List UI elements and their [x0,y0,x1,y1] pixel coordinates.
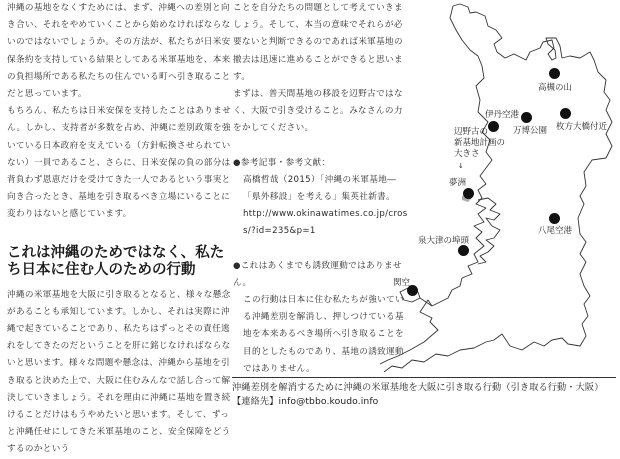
contact-email[interactable]: info@tbbo.koudo.info [278,396,379,407]
contact-line [232,395,616,409]
label-banpaku: 万博公園 [513,126,548,136]
marker-yao [549,213,560,224]
coastline [380,6,492,364]
marker-banpaku [521,112,532,123]
contact-label: 【連絡先】 [232,396,279,407]
label-itami: 伊丹空港 [485,110,520,120]
concerns-paragraph: 沖縄の米軍基地を大阪に引き取るとなると、様々な懸念があることも承知しています。しかし、それは実際に沖縄で起きていることであり、私たちはずっとその責任逃れをしてきたのだということを肝に銘じなければならないと思います。様々な問題や懸念は、沖縄から基地を引き取ると決めた上で、大阪に住むみんなで話し合って解決していきましょう。それを理由に沖縄に基地を置き続けることだけはもうやめたいと思います。そして、ずっと沖縄任せにしてきた米軍基地のこと、安全保障をどうするのかという [7,289,231,455]
reference-book: 高橋哲哉（2015）「沖縄の米軍基地―「県外移設」を考える」集英社新書。 [243,174,397,203]
section-heading: これは沖縄のためではなく、私たち日本に住む人のための行動 [7,244,225,278]
label-izumiotsu: 泉大津の埠頭 [418,236,470,246]
label-yumeshima: 夢洲 [449,178,467,188]
continuation-paragraph: ことを自分たちの問題として考えていきましょう。そして、本当の意味でそれらが必要ないと判断できるのであれば米軍基地の撤去は迅速に進めることができると思います。 [233,3,403,82]
call-to-action-paragraph: まずは、普天間基地の移設を辺野古ではなく、大阪で引き受けること。みなさんの力をかしてください。 [233,89,403,134]
label-yao: 八尾空港 [538,226,573,236]
label-hirakata: 枚方大橋付近 [556,122,608,132]
henoko-caption: 辺野古の 新基地計画の 大きさ [454,127,506,159]
prefecture-border [384,4,612,372]
marker-takatsuki [549,68,560,79]
organization-name: 沖縄差別を解消するために沖縄の米軍基地を大阪に引き取る行動（引き取る行動・大阪） [232,382,604,393]
label-takatsuki: 高槻の山 [538,83,573,93]
bridge-line [420,298,432,306]
marker-izumiotsu [458,245,469,256]
footer [232,377,616,409]
references-title: ●参考記事・参考文献： [233,157,331,168]
stance-paragraph: もちろん、私たちは日米安保を支持したことはありません。しかし、支持者が多数を占め、沖縄に差別政策を強いている日本政府を支えている（方針転換させられていない）一員であること、さらに、日米安保の負の部分は背負わず恩恵だけを受けてきた一人であるという事実と向き合ったとき、基地を引き取るべき立場にいることに変わりはないと感じています。 [7,106,232,220]
marker-yumeshima [463,188,474,199]
arrow-down-icon: ↓ [458,162,464,170]
intro-paragraph: 沖縄の基地をなくすためには、まず、沖縄への差別と向き合い、それをやめていくことから始めなければならないのではないでしょうか。その方法が、私たちが日米安保条約を支持している結果としてある米軍基地を、本来の負担場所である私たちの住んでいる町へ引き取ることだと思っています。 [7,3,231,100]
marker-hirakata [560,108,571,119]
label-kanku: 関空 [393,278,411,288]
reference-link[interactable]: http://www.okinawatimes.co.jp/cross/?id=235&p=1 [243,209,408,237]
notice-title: ●これはあくまでも誘致運動ではありません。 [233,260,402,288]
notice-body: この行動は日本に住む私たちが強いている沖縄差別を解消し、押しつけている基地を本来あるべき場所へ引き取ることを目的としたものであり、基地の誘致運動ではありません。 [243,295,404,374]
